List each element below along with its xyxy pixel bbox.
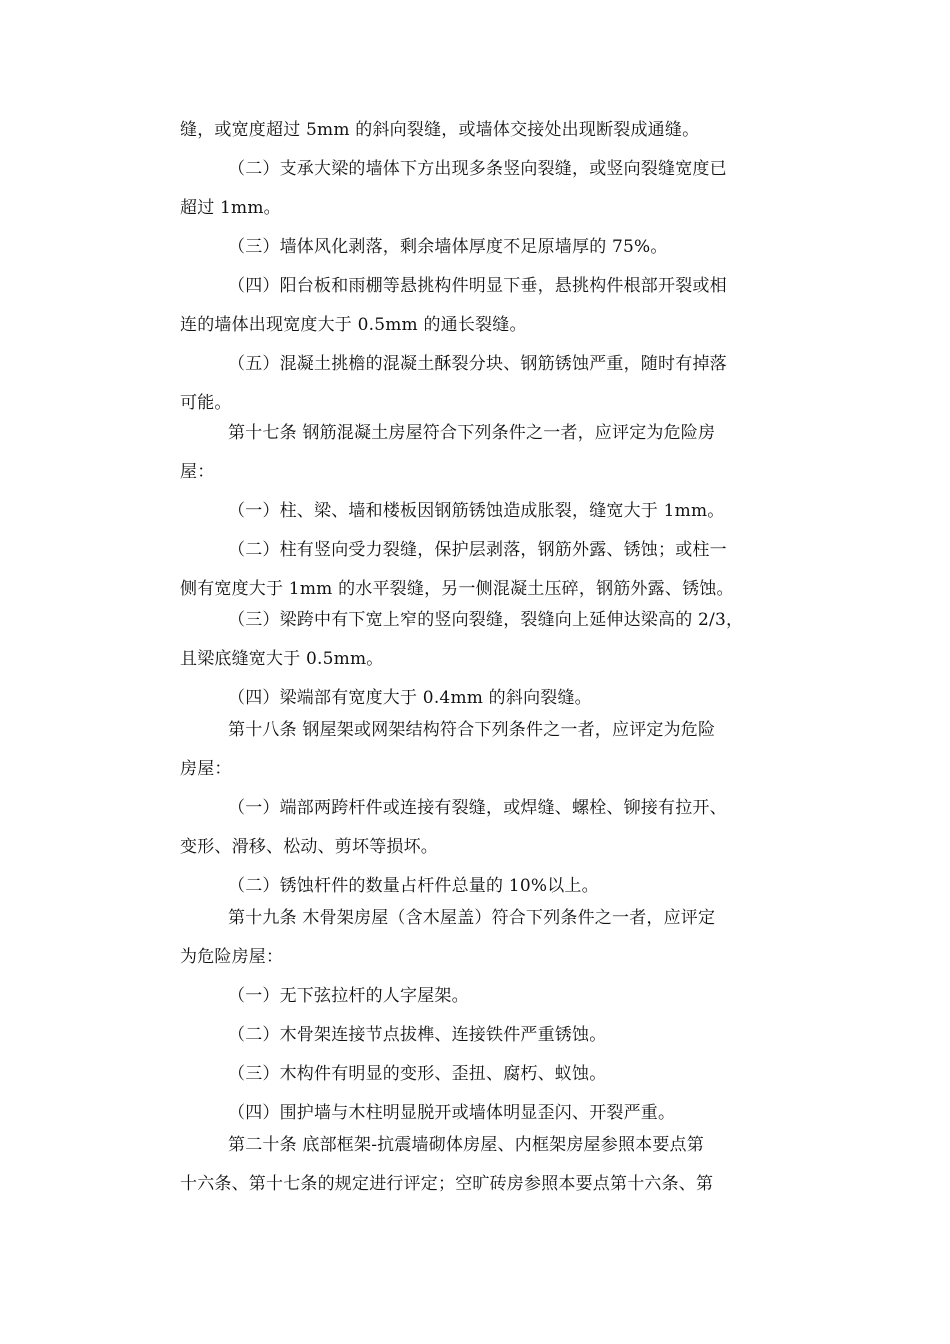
text-line: （四）围护墙与木柱明显脱开或墙体明显歪闪、开裂严重。 — [228, 1103, 676, 1123]
text-line: （一）无下弦拉杆的人字屋架。 — [228, 986, 469, 1006]
text-line: 且梁底缝宽大于 0.5mm。 — [180, 649, 384, 669]
text-line: （四）梁端部有宽度大于 0.4mm 的斜向裂缝。 — [228, 688, 592, 708]
text-line: （三）梁跨中有下宽上窄的竖向裂缝，裂缝向上延伸达梁高的 2/3， — [228, 610, 744, 630]
text-line: （三）木构件有明显的变形、歪扭、腐朽、蚁蚀。 — [228, 1064, 607, 1084]
text-line: 变形、滑移、松动、剪坏等损坏。 — [180, 837, 438, 857]
text-line: （三）墙体风化剥落，剩余墙体厚度不足原墙厚的 75%。 — [228, 237, 668, 257]
text-line: 侧有宽度大于 1mm 的水平裂缝，另一侧混凝土压碎，钢筋外露、锈蚀。 — [180, 579, 734, 599]
text-line: （二）木骨架连接节点拔榫、连接铁件严重锈蚀。 — [228, 1025, 607, 1045]
text-line: （二）柱有竖向受力裂缝，保护层剥落，钢筋外露、锈蚀；或柱一 — [228, 540, 727, 560]
text-line: 十六条、第十七条的规定进行评定；空旷砖房参照本要点第十六条、第 — [180, 1174, 714, 1194]
text-line: 第十八条 钢屋架或网架结构符合下列条件之一者，应评定为危险 — [228, 720, 716, 740]
text-line: 可能。 — [180, 393, 232, 413]
text-line: （一）端部两跨杆件或连接有裂缝，或焊缝、螺栓、铆接有拉开、 — [228, 798, 727, 818]
text-line: （五）混凝土挑檐的混凝土酥裂分块、钢筋锈蚀严重，随时有掉落 — [228, 354, 727, 374]
text-line: 屋： — [180, 462, 215, 482]
text-line: 连的墙体出现宽度大于 0.5mm 的通长裂缝。 — [180, 315, 527, 335]
text-line: 房屋： — [180, 759, 232, 779]
text-line: （二）支承大梁的墙体下方出现多条竖向裂缝，或竖向裂缝宽度已 — [228, 159, 727, 179]
text-line: 为危险房屋： — [180, 947, 284, 967]
text-line: （二）锈蚀杆件的数量占杆件总量的 10%以上。 — [228, 876, 599, 896]
text-line: （四）阳台板和雨棚等悬挑构件明显下垂，悬挑构件根部开裂或相 — [228, 276, 727, 296]
text-line: 第二十条 底部框架-抗震墙砌体房屋、内框架房屋参照本要点第 — [228, 1135, 704, 1155]
text-line: 缝，或宽度超过 5mm 的斜向裂缝，或墙体交接处出现断裂成通缝。 — [180, 120, 700, 140]
text-line: 第十九条 木骨架房屋（含木屋盖）符合下列条件之一者，应评定 — [228, 908, 716, 928]
text-line: （一）柱、梁、墙和楼板因钢筋锈蚀造成胀裂，缝宽大于 1mm。 — [228, 501, 725, 521]
text-line: 第十七条 钢筋混凝土房屋符合下列条件之一者，应评定为危险房 — [228, 423, 716, 443]
text-line: 超过 1mm。 — [180, 198, 281, 218]
